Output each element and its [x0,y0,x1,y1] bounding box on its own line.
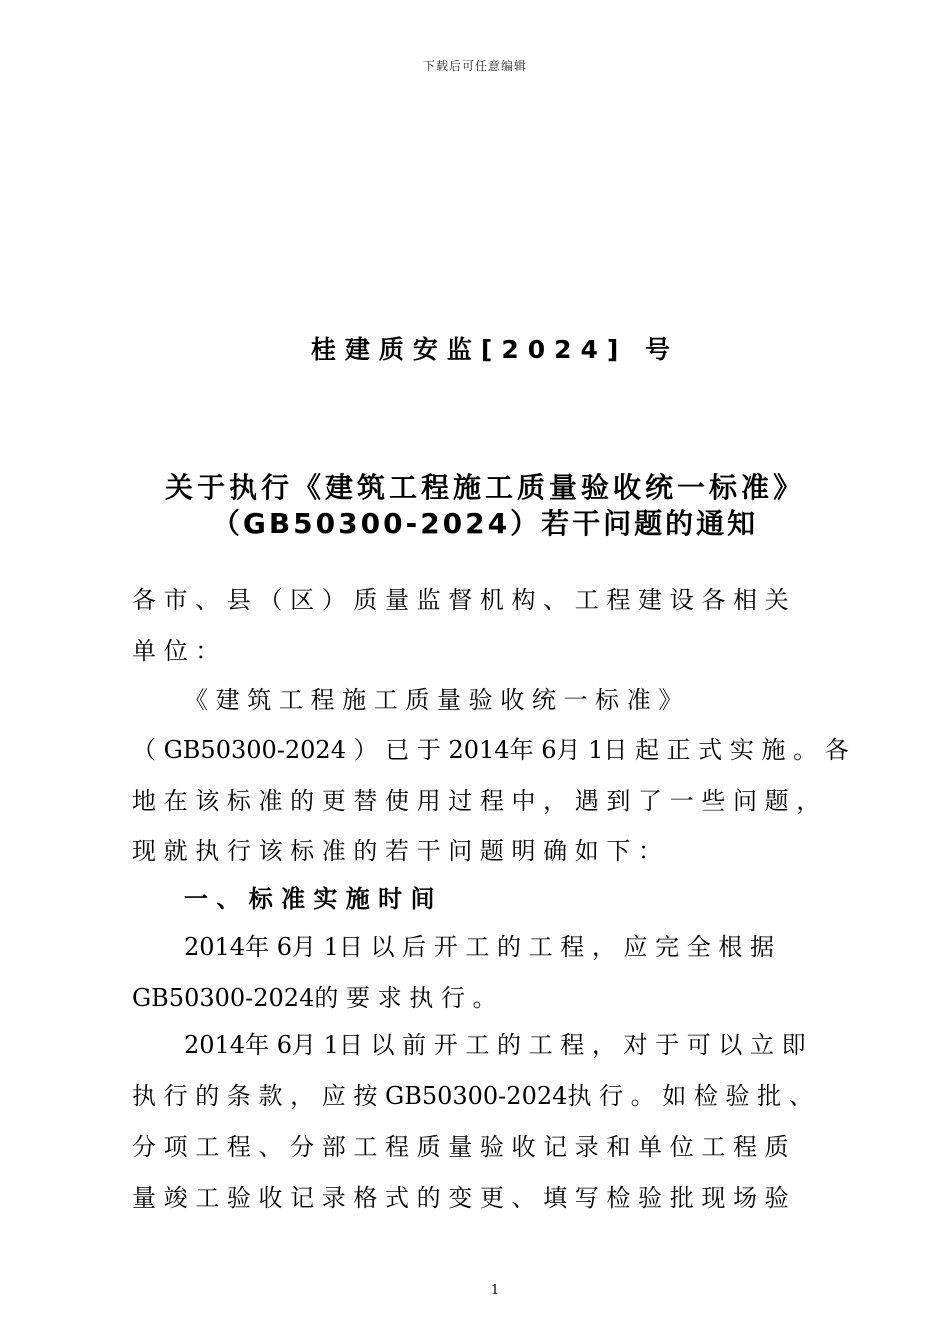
body-line-11: 执 行 的 条 款 ， 应 按 GB50300-2024执 行 。 如 检 验 批 、 [132,1082,813,1110]
body-line-12: 分 项 工 程 、 分 部 工 程 质 量 验 收 记 录 和 单 位 工 程 质 [132,1133,789,1161]
body-line-9: GB50300-2024的 要 求 执 行 。 [132,984,497,1012]
page-number: 1 [490,1283,500,1298]
title-line-1: 关于执行《建筑工程施工质量验收统一标准》 [164,471,805,504]
body-line-5: 地 在 该 标 准 的 更 替 使 用 过 程 中 ， 遇 到 了 一 些 问 题 ， [132,787,821,815]
body-line-8: 2014年 6月 1日 以 后 开 工 的 工 程 ， 应 完 全 根 据 [184,933,775,961]
document-number: 桂建质安监[2024] 号 [310,335,680,364]
body-line-2: 单 位 ： [132,637,220,665]
body-line-3: 《 建 筑 工 程 施 工 质 量 验 收 统 一 标 准 》 [184,686,683,714]
body-line-10: 2014年 6月 1日 以 前 开 工 的 工 程 ， 对 于 可 以 立 即 [184,1031,806,1059]
body-line-6: 现 就 执 行 该 标 准 的 若 干 问 题 明 确 如 下 ： [132,837,663,865]
title-line-2: （GB50300-2024）若干问题的通知 [211,507,759,540]
body-line-1: 各 市 、 县 （ 区 ） 质 量 监 督 机 构 、 工 程 建 设 各 相 关 [132,586,789,614]
body-line-4: （ GB50300-2024 ） 已 于 2014年 6月 1日 起 正 式 实 施 。 各 [132,736,849,764]
section-heading-1: 一 、 标 准 实 施 时 间 [184,885,435,913]
body-line-13: 量 竣 工 验 收 记 录 格 式 的 变 更 、 填 写 检 验 批 现 场 验 [132,1184,789,1212]
header-note: 下载后可任意编辑 [422,59,527,73]
